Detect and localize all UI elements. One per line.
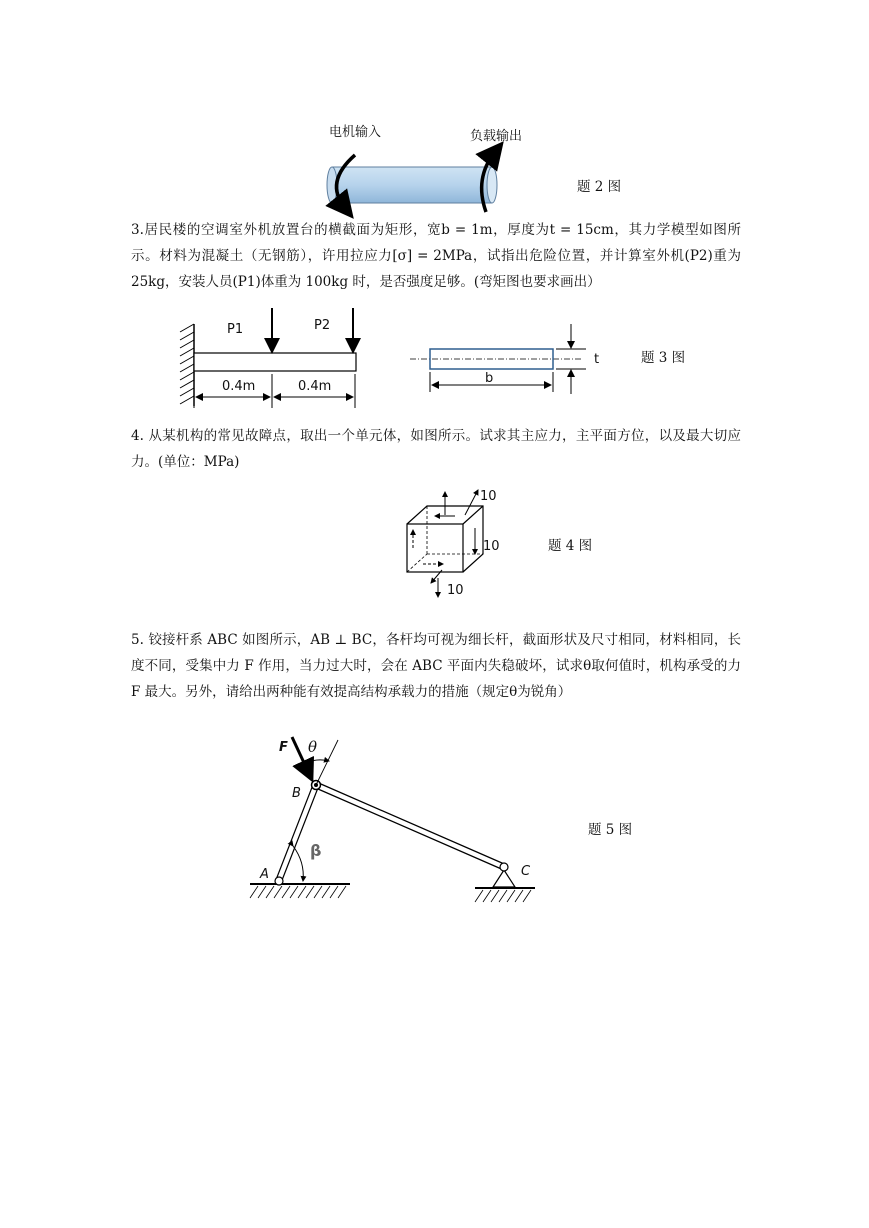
- bar-bc: [316, 785, 504, 867]
- thickness-t-label: t: [594, 352, 600, 367]
- beta-arc: [293, 846, 303, 881]
- dimension-2-label: 0.4m: [298, 379, 332, 394]
- dimension-1-label: 0.4m: [222, 379, 256, 394]
- fixed-wall: [180, 324, 194, 406]
- cantilever-figure: [170, 300, 610, 415]
- truss-figure: [245, 728, 545, 908]
- theta-arc: [306, 760, 329, 763]
- question-5-text: 5. 铰接杆系 ABC 如图所示，AB ⊥ BC，各杆均可视为细长杆，截面形状及尺寸相同，材料相同，长度不同，受集中力 F 作用，当力过大时，会在 ABC 平面内失稳破坏，试求θ取何值时，机构承受的力 F 最大。另外，请给出两种能有效提高结构承载力的措施（规定θ为锐角）: [131, 632, 741, 700]
- shaft-body: [327, 167, 497, 203]
- stress-top-label: 10: [480, 489, 497, 504]
- load-output-label: 负载输出: [470, 129, 523, 144]
- question-3-text: 3.居民楼的空调室外机放置台的横截面为矩形，宽b = 1m，厚度为t = 15cm，其力学模型如图所示。材料为混凝土（无钢筋），许用拉应力[σ] = 2MPa，试指出危险位置，并计算室外机(P2)重为 25kg，安装人员(P1)体重为 100kg 时，是否强度足够。(弯矩图也要求画出）: [131, 222, 741, 290]
- question-4-text: 4. 从某机构的常见故障点，取出一个单元体，如图所示。试求其主应力，主平面方位，以及最大切应力。(单位：MPa): [131, 428, 741, 470]
- joint-c-label: C: [521, 864, 531, 879]
- load-p2-label: P2: [314, 318, 331, 333]
- joint-a: [275, 877, 283, 885]
- stress-right-label: 10: [483, 539, 500, 554]
- joint-a-label: A: [260, 867, 269, 882]
- cross-section: [410, 324, 586, 394]
- reference-line: [316, 740, 338, 785]
- motor-input-label: 电机输入: [329, 125, 382, 140]
- figure-5-caption: 题 5 图: [588, 822, 633, 838]
- width-b-label: b: [485, 371, 494, 386]
- force-f-label: F: [279, 740, 288, 755]
- ground-a: [250, 884, 350, 898]
- load-p1-label: P1: [227, 322, 244, 337]
- stress-bottom-label: 10: [447, 583, 464, 598]
- figure-4-caption: 题 4 图: [548, 538, 593, 554]
- theta-label: θ: [308, 738, 318, 756]
- cantilever-beam: [194, 353, 356, 371]
- figure-3-caption: 题 3 图: [641, 350, 686, 366]
- figure-2-caption: 题 2 图: [577, 179, 622, 195]
- joint-b-label: B: [292, 786, 301, 801]
- joint-c: [500, 863, 508, 871]
- beta-label: β: [310, 841, 322, 860]
